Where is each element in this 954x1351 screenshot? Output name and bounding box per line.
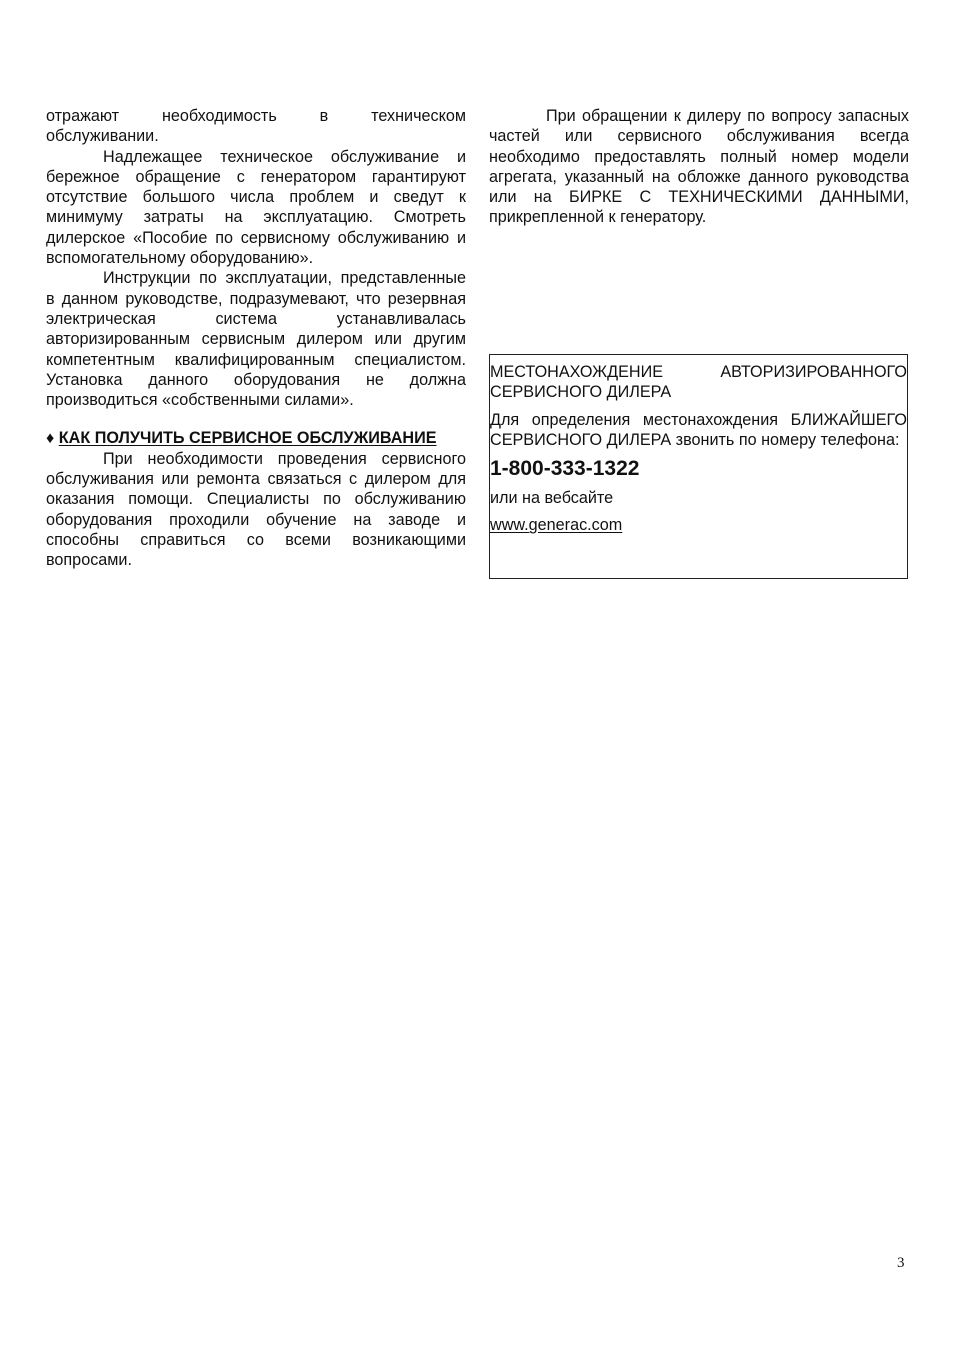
section-heading <box>46 428 466 448</box>
dealer-box-title: МЕСТОНАХОЖДЕНИЕ АВТОРИЗИРОВАННОГО СЕРВИСНОГО ДИЛЕРА <box>490 363 907 402</box>
phone-number: 1-800-333-1322 <box>490 457 640 481</box>
section-heading-text: КАК ПОЛУЧИТЬ СЕРВИСНОЕ ОБСЛУЖИВАНИЕ <box>58 429 437 448</box>
diamond-bullet-icon: ♦ <box>46 429 55 448</box>
page-number: 3 <box>897 1255 905 1271</box>
left-column <box>46 106 466 571</box>
paragraph-service: При необходимости проведения сервисного обслуживания или ремонта связаться с дилером для оказания помощи. Специалисты по обслуживанию оборудования проходили обучение на заводе и способны справиться со всеми возникающими вопросами. <box>46 449 466 570</box>
paragraph-instructions: Инструкции по эксплуатации, представленные в данном руководстве, подразумевают, что резервная электрическая система устанавливалась авторизированным сервисным дилером или другим компетентным квалифицированным специалистом. Установка данного оборудования не должна производиться «собственными силами». <box>46 269 466 410</box>
dealer-locator-box <box>489 354 908 579</box>
paragraph-continued: отражают необходимость в техническом обслуживании. <box>46 107 466 146</box>
website-intro: или на вебсайте <box>490 489 614 508</box>
paragraph-dealer: При обращении к дилеру по вопросу запасных частей или сервисного обслуживания всегда необходимо предоставлять полный номер модели агрегата, указанный на обложке данного руководства или на БИРКЕ С ТЕХНИЧЕСКИМИ ДАННЫМИ, прикрепленной к генератору. <box>489 107 909 227</box>
paragraph-maintenance: Надлежащее техническое обслуживание и бережное обращение с генератором гарантируют отсутствие большого числа проблем и сведут к минимуму затраты на эксплуатацию. Смотреть дилерское «Пособие по сервисному обслуживанию и вспомогательному оборудованию». <box>46 147 466 268</box>
dealer-box-instruction: Для определения местонахождения БЛИЖАЙШЕГО СЕРВИСНОГО ДИЛЕРА звонить по номеру телефона: <box>490 410 907 449</box>
website-link[interactable]: www.generac.com <box>490 516 623 535</box>
right-column <box>489 106 909 228</box>
